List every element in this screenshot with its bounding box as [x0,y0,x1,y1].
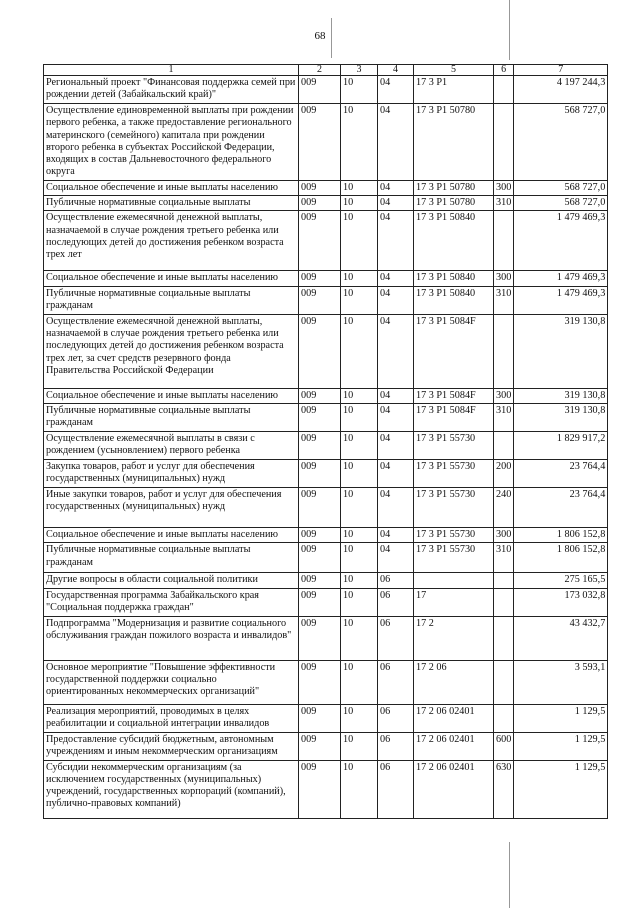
table-cell: 009 [299,588,341,616]
table-cell: 009 [299,431,341,459]
table-cell: 009 [299,403,341,431]
table-cell: 1 479 469,3 [514,211,608,271]
table-cell: 568 727,0 [514,196,608,211]
table-row [44,431,608,459]
table-cell: 04 [378,431,414,459]
table-cell: 43 432,7 [514,616,608,660]
table-cell [494,431,514,459]
table-cell: 310 [494,403,514,431]
table-cell: 009 [299,271,341,286]
table-cell: 10 [341,732,378,760]
table-cell: 04 [378,543,414,573]
table-cell: 10 [341,388,378,403]
table-row [44,660,608,704]
header-cell: 1 [44,65,299,76]
table-cell: 10 [341,211,378,271]
table-cell: 300 [494,180,514,195]
table-row [44,732,608,760]
table-row [44,314,608,388]
table-cell: Предоставление субсидий бюджетным, автономным учреждениям и иным некоммерческим организациям [44,732,299,760]
table-row [44,573,608,588]
table-cell: 04 [378,487,414,527]
table-cell: 009 [299,760,341,818]
table-cell: Социальное обеспечение и иные выплаты населению [44,180,299,195]
table-cell: 17 3 P1 5084F [414,403,494,431]
table-cell [494,588,514,616]
table-cell: Публичные нормативные социальные выплаты гражданам [44,403,299,431]
table-cell: Государственная программа Забайкальского края "Социальная поддержка граждан" [44,588,299,616]
table-cell: Осуществление ежемесячной выплаты в связи с рождением (усыновлением) первого ребенка [44,431,299,459]
table-cell: 23 764,4 [514,459,608,487]
table-cell: 1 806 152,8 [514,543,608,573]
table-cell: 17 2 06 02401 [414,704,494,732]
scan-artifact-line [509,0,510,60]
table-cell: 319 130,8 [514,314,608,388]
table-cell [494,704,514,732]
table-cell: 009 [299,286,341,314]
table-cell: 04 [378,104,414,181]
table-cell: 1 129,5 [514,732,608,760]
table-cell: 10 [341,543,378,573]
table-cell: 17 3 P1 50780 [414,104,494,181]
table-cell: 009 [299,211,341,271]
table-cell: 009 [299,104,341,181]
table-cell: 240 [494,487,514,527]
table-cell: 009 [299,527,341,542]
table-row [44,543,608,573]
table-cell: Публичные нормативные социальные выплаты гражданам [44,286,299,314]
table-cell: 319 130,8 [514,403,608,431]
table-cell: 06 [378,760,414,818]
table-row [44,211,608,271]
header-cell: 6 [494,65,514,76]
table-cell: 009 [299,180,341,195]
table-row [44,403,608,431]
table-cell [494,660,514,704]
table-cell: 06 [378,573,414,588]
table-cell: 23 764,4 [514,487,608,527]
table-cell: 10 [341,527,378,542]
table-cell: Основное мероприятие "Повышение эффективности государственной поддержки социально ориентированных некоммерческих организаций" [44,660,299,704]
table-cell: 17 3 P1 55730 [414,459,494,487]
table-cell: 319 130,8 [514,388,608,403]
table-body [44,65,608,819]
table-row [44,459,608,487]
header-cell: 2 [299,65,341,76]
table-cell: 10 [341,459,378,487]
table-cell: 04 [378,403,414,431]
table-row [44,588,608,616]
table-cell: 10 [341,196,378,211]
table-cell [494,573,514,588]
table-cell: Реализация мероприятий, проводимых в целях реабилитации и социальной интеграции инвалидов [44,704,299,732]
table-cell: 1 129,5 [514,704,608,732]
table-cell: 06 [378,732,414,760]
header-cell: 5 [414,65,494,76]
table-cell: 009 [299,459,341,487]
table-cell: 10 [341,286,378,314]
table-cell: Социальное обеспечение и иные выплаты населению [44,527,299,542]
table-cell: 10 [341,314,378,388]
table-cell: 310 [494,286,514,314]
table-cell: 275 165,5 [514,573,608,588]
table-cell: Региональный проект "Финансовая поддержка семей при рождении детей (Забайкальский край)" [44,76,299,104]
table-cell: 10 [341,180,378,195]
table-cell: 17 [414,588,494,616]
table-cell: Публичные нормативные социальные выплаты гражданам [44,543,299,573]
table-cell: 009 [299,704,341,732]
table-cell: 568 727,0 [514,180,608,195]
table-cell: 06 [378,616,414,660]
table-cell: 200 [494,459,514,487]
table-cell: 630 [494,760,514,818]
table-cell: 1 479 469,3 [514,271,608,286]
table-row [44,616,608,660]
table-cell: 310 [494,196,514,211]
table-cell: 10 [341,76,378,104]
table-cell: 300 [494,271,514,286]
table-cell: 17 3 P1 50840 [414,271,494,286]
table-cell: 009 [299,616,341,660]
table-cell: 17 2 06 02401 [414,760,494,818]
table-cell: 10 [341,616,378,660]
table-cell: 10 [341,487,378,527]
table-cell [494,616,514,660]
table-cell: 04 [378,211,414,271]
table-cell: 173 032,8 [514,588,608,616]
table-cell: 10 [341,588,378,616]
table-cell: 17 3 P1 50840 [414,286,494,314]
table-cell: 04 [378,196,414,211]
scan-artifact-line [509,842,510,908]
table-cell: 17 3 P1 5084F [414,388,494,403]
table-cell: 300 [494,527,514,542]
table-cell: 10 [341,760,378,818]
table-cell: 06 [378,588,414,616]
table-row [44,760,608,818]
header-cell: 4 [378,65,414,76]
table-cell: 17 2 06 [414,660,494,704]
table-cell: 17 3 P1 [414,76,494,104]
table-cell: 17 3 P1 5084F [414,314,494,388]
table-cell: 04 [378,314,414,388]
table-cell: 04 [378,286,414,314]
table-row [44,527,608,542]
table-cell: 17 3 P1 55730 [414,543,494,573]
budget-table [43,64,608,819]
table-cell: Субсидии некоммерческим организациям (за исключением государственных (муниципальных) учреждений, государственных корпораций (компаний), публично-правовых компаний) [44,760,299,818]
table-row [44,180,608,195]
table-row [44,487,608,527]
table-cell [494,76,514,104]
table-row [44,704,608,732]
table-cell: 06 [378,660,414,704]
table-cell: 10 [341,431,378,459]
table-cell: 009 [299,487,341,527]
table-cell: 17 3 P1 50840 [414,211,494,271]
table-cell: Социальное обеспечение и иные выплаты населению [44,271,299,286]
table-cell: 10 [341,104,378,181]
table-row [44,76,608,104]
table-cell: 1 479 469,3 [514,286,608,314]
table-cell: 17 3 P1 50780 [414,180,494,195]
table-cell: Иные закупки товаров, работ и услуг для обеспечения государственных (муниципальных) нужд [44,487,299,527]
table-cell: 17 2 06 02401 [414,732,494,760]
table-cell: 600 [494,732,514,760]
table-cell: 3 593,1 [514,660,608,704]
table-cell: Публичные нормативные социальные выплаты [44,196,299,211]
table-cell [494,314,514,388]
table-cell: 10 [341,403,378,431]
table-cell: Осуществление ежемесячной денежной выплаты, назначаемой в случае рождения третьего ребенка или последующих детей до достижения ребенком возраста трех лет, за счет средств резервного фонда Правительства Российской Федерации [44,314,299,388]
table-cell [494,211,514,271]
table-cell: 10 [341,660,378,704]
table-cell: 04 [378,388,414,403]
table-cell: 17 3 P1 50780 [414,196,494,211]
table-row [44,196,608,211]
header-cell: 7 [514,65,608,76]
table-cell: 17 3 P1 55730 [414,487,494,527]
table-cell: 009 [299,660,341,704]
table-cell: 04 [378,76,414,104]
table-row [44,104,608,181]
table-cell: 17 3 P1 55730 [414,527,494,542]
table-cell: 009 [299,543,341,573]
table-cell: 04 [378,271,414,286]
table-cell: 009 [299,573,341,588]
table-cell: 009 [299,732,341,760]
table-cell: 568 727,0 [514,104,608,181]
table-header-row [44,65,608,76]
table-cell: 1 806 152,8 [514,527,608,542]
table-cell: Подпрограмма "Модернизация и развитие социального обслуживания граждан пожилого возраста и инвалидов" [44,616,299,660]
table-cell: 1 129,5 [514,760,608,818]
table-cell: Другие вопросы в области социальной политики [44,573,299,588]
scan-artifact-line [331,18,332,58]
table-cell: 310 [494,543,514,573]
table-cell: 10 [341,573,378,588]
table-cell: 17 2 [414,616,494,660]
table-row [44,286,608,314]
table-cell: Осуществление единовременной выплаты при рождении первого ребенка, а также предоставление регионального материнского (семейного) капитала при рождении второго ребенка в субъектах Российской Федерации, входящих в состав Дальневосточного федерального округа [44,104,299,181]
table-cell: 10 [341,704,378,732]
table-cell [414,573,494,588]
table-cell: 17 3 P1 55730 [414,431,494,459]
table-row [44,271,608,286]
table-cell: 10 [341,271,378,286]
table-row [44,388,608,403]
table-cell: 1 829 917,2 [514,431,608,459]
table-cell: 009 [299,388,341,403]
table-cell: 04 [378,527,414,542]
header-cell: 3 [341,65,378,76]
table-cell: Осуществление ежемесячной денежной выплаты, назначаемой в случае рождения третьего ребенка или последующих детей до достижения ребенком возраста трех лет [44,211,299,271]
table-cell: 06 [378,704,414,732]
table-cell: 009 [299,314,341,388]
table-cell: 300 [494,388,514,403]
table-cell: Социальное обеспечение и иные выплаты населению [44,388,299,403]
table-cell: 04 [378,459,414,487]
table-cell: Закупка товаров, работ и услуг для обеспечения государственных (муниципальных) нужд [44,459,299,487]
table-cell: 4 197 244,3 [514,76,608,104]
page-number: 68 [314,30,326,42]
table-cell: 009 [299,196,341,211]
table-cell: 04 [378,180,414,195]
table-cell: 009 [299,76,341,104]
table-cell [494,104,514,181]
